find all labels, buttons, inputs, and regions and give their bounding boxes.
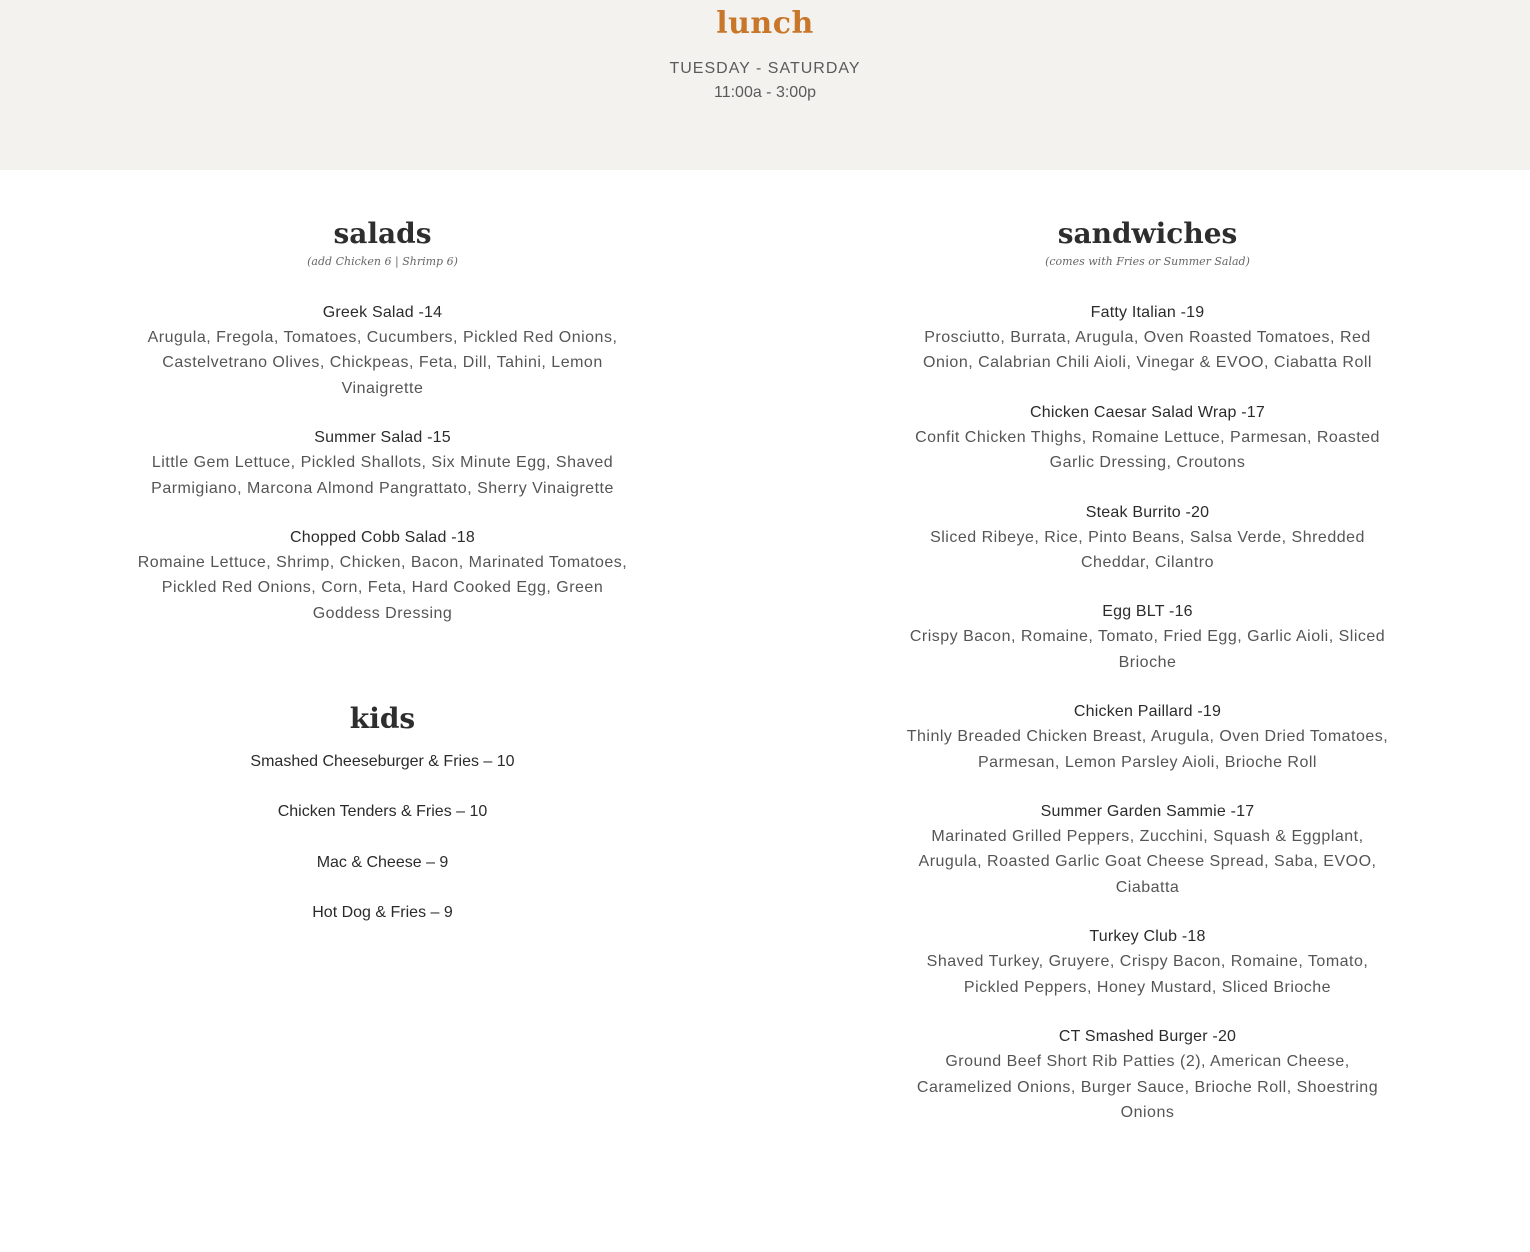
menu-item-description: Shaved Turkey, Gruyere, Crispy Bacon, Romaine, Tomato, Pickled Peppers, Honey Mustard, Sliced Brioche — [926, 953, 1369, 996]
menu-item — [130, 300, 635, 401]
menu-item — [895, 300, 1400, 376]
menu-item-description: Thinly Breaded Chicken Breast, Arugula, Oven Dried Tomatoes, Parmesan, Lemon Parsley Aioli, Brioche Roll — [906, 728, 1389, 771]
kids-menu-item: Chicken Tenders & Fries – 10 — [277, 803, 488, 821]
menu-item — [895, 699, 1400, 775]
menu-item — [895, 500, 1400, 576]
service-hours: 11:00a - 3:00p — [713, 84, 816, 101]
kids-section — [130, 697, 635, 951]
menu-item-name: Greek Salad -14 — [322, 304, 443, 321]
menu-item-name: Chicken Caesar Salad Wrap -17 — [1030, 403, 1265, 421]
page-title: lunch — [716, 6, 814, 41]
menu-item — [895, 599, 1400, 675]
sandwiches-note: (comes with Fries or Summer Salad) — [1045, 255, 1250, 268]
menu-item-description: Crispy Bacon, Romaine, Tomato, Fried Egg, Garlic Aioli, Sliced Brioche — [909, 628, 1386, 671]
menu-item-name: CT Smashed Burger -20 — [1058, 1028, 1237, 1046]
section-title-salads: salads — [333, 217, 432, 250]
menu-item — [895, 1024, 1400, 1125]
kids-menu-item: Smashed Cheeseburger & Fries – 10 — [250, 753, 515, 770]
menu-item — [895, 924, 1400, 1000]
menu-item-description: Romaine Lettuce, Shrimp, Chicken, Bacon, Marinated Tomatoes, Pickled Red Onions, Corn, Feta, Hard Cooked Egg, Green Goddess Dressing — [137, 554, 628, 622]
salads-note: (add Chicken 6 | Shrimp 6) — [307, 255, 458, 268]
menu-item — [895, 799, 1400, 900]
menu-item-description: Confit Chicken Thighs, Romaine Lettuce, Parmesan, Roasted Garlic Dressing, Croutons — [915, 428, 1380, 472]
section-title-sandwiches: sandwiches — [1057, 217, 1238, 250]
menu-item-name: Steak Burrito -20 — [1085, 503, 1210, 521]
menu-item-description: Marinated Grilled Peppers, Zucchini, Squash & Eggplant, Arugula, Roasted Garlic Goat Cheese Spread, Saba, EVOO, Ciabatta — [918, 828, 1377, 896]
menu-item-name: Turkey Club -18 — [1089, 928, 1206, 946]
menu-item — [895, 400, 1400, 476]
menu-item-description: Prosciutto, Burrata, Arugula, Oven Roasted Tomatoes, Red Onion, Calabrian Chili Aioli, Vinegar & EVOO, Ciabatta Roll — [923, 329, 1372, 372]
menu-item-name: Summer Garden Sammie -17 — [1040, 803, 1255, 821]
menu-item-name: Chopped Cobb Salad -18 — [290, 529, 475, 547]
service-days: TUESDAY - SATURDAY — [669, 60, 861, 77]
kids-menu-list — [130, 749, 635, 925]
lunch-header — [0, 0, 1530, 170]
menu-item-description: Arugula, Fregola, Tomatoes, Cucumbers, Pickled Red Onions, Castelvetrano Olives, Chickpeas, Feta, Dill, Tahini, Lemon Vinaigrette — [147, 329, 618, 397]
menu-item-name: Fatty Italian -19 — [1090, 304, 1205, 321]
sandwiches-section — [895, 212, 1400, 1149]
kids-menu-item: Hot Dog & Fries – 9 — [312, 904, 453, 922]
menu-item-description: Ground Beef Short Rib Patties (2), American Cheese, Caramelized Onions, Burger Sauce, Brioche Roll, Shoestring Onions — [916, 1053, 1379, 1121]
menu-item — [130, 425, 635, 501]
salads-section — [130, 212, 635, 650]
menu-item-name: Egg BLT -16 — [1102, 603, 1193, 621]
menu-item-name: Summer Salad -15 — [314, 429, 451, 447]
kids-menu-item: Mac & Cheese – 9 — [316, 853, 449, 871]
menu-item-name: Chicken Paillard -19 — [1073, 703, 1222, 721]
section-title-kids: kids — [349, 702, 416, 735]
menu-item-description: Sliced Ribeye, Rice, Pinto Beans, Salsa Verde, Shredded Cheddar, Cilantro — [930, 528, 1365, 572]
menu-item — [130, 525, 635, 626]
menu-item-description: Little Gem Lettuce, Pickled Shallots, Six Minute Egg, Shaved Parmigiano, Marcona Almond Pangrattato, Sherry Vinaigrette — [151, 454, 614, 497]
